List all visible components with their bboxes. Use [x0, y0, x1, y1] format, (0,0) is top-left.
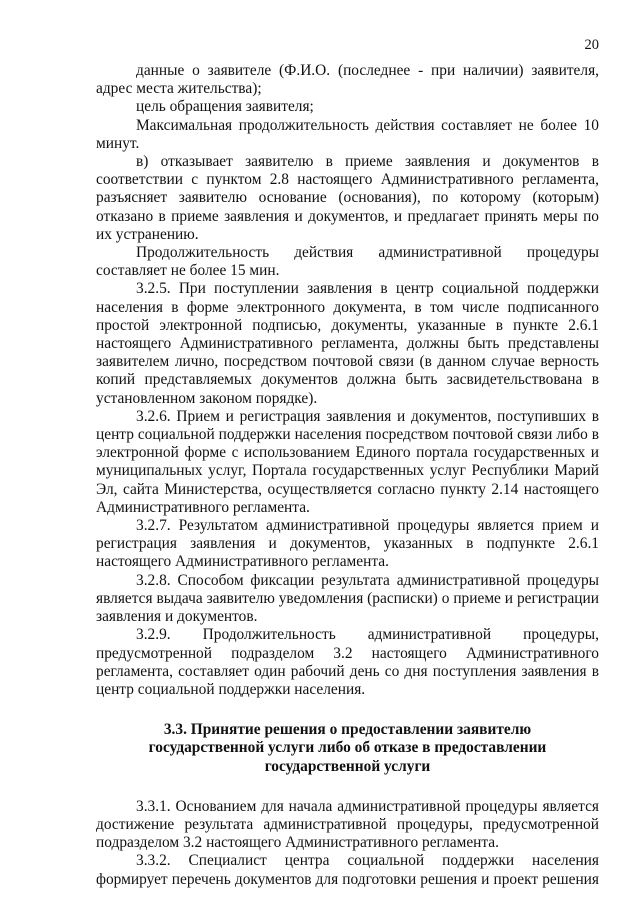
- heading-line: 3.3. Принятие решения о предоставлении заявителю: [163, 721, 532, 739]
- paragraph-purpose: цель обращения заявителя;: [136, 98, 314, 116]
- paragraph-3-2-6: 3.2.6. Прием и регистрация заявления и документов, поступивших в центр социальной поддержки населения посредством почтовой связи либо в электронной форме с использованием Единого портала государственных и муниципальных услуг, Портала государственных услуг Республики Марий Эл, сайта Министерства, осуществляется согласно пункту 2.14 настоящего Административного регламента.: [96, 407, 599, 516]
- paragraph-refusal: в) отказывает заявителю в приеме заявления и документов в соответствии с пунктом 2.8 настоящего Административного регламента, разъясняет заявителю основание (основания), по которому (которым) отказано в приеме заявления и документов, и предлагает принять меры по их устранению.: [96, 153, 599, 243]
- heading-line: государственной услуги: [264, 757, 431, 775]
- heading-line: государственной услуги либо об отказе в предоставлении: [148, 739, 547, 757]
- paragraph-duration-15: Продолжительность действия административной процедуры составляет не более 15 мин.: [96, 244, 599, 280]
- paragraph-applicant-data: данные о заявителе (Ф.И.О. (последнее - при наличии) заявителя, адрес места жительства);: [96, 62, 599, 98]
- page-number: 20: [584, 37, 599, 53]
- paragraph-3-2-7: 3.2.7. Результатом административной процедуры является прием и регистрация заявления и документов, указанных в подпункте 2.6.1 настоящего Административного регламента.: [96, 517, 599, 571]
- paragraph-3-2-9: 3.2.9. Продолжительность административной процедуры, предусмотренной подразделом 3.2 настоящего Административного регламента, составляет один рабочий день со дня поступления заявления в центр социальной поддержки населения.: [96, 626, 599, 698]
- paragraph-max-duration: Максимальная продолжительность действия составляет не более 10 минут.: [96, 116, 599, 152]
- paragraph-3-3-2: 3.3.2. Специалист центра социальной поддержки населения формирует перечень документов для подготовки решения и проект решения: [96, 852, 599, 888]
- section-heading-3-3: [96, 721, 599, 776]
- paragraph-3-3-1: 3.3.1. Основанием для начала административной процедуры является достижение результата административной процедуры, предусмотренной подразделом 3.2 настоящего Административного регламента.: [96, 797, 599, 852]
- paragraph-3-2-5: 3.2.5. При поступлении заявления в центр социальной поддержки населения в форме электронного документа, в том числе подписанного простой электронной подписью, документы, указанные в пункте 2.6.1 настоящего Административного регламента, должны быть представлены заявителем лично, посредством почтовой связи (в данном случае верность копий представляемых документов должна быть засвидетельствована в установленном законом порядке).: [96, 280, 599, 407]
- body-text: [96, 62, 599, 889]
- paragraph-3-2-8: 3.2.8. Способом фиксации результата административной процедуры является выдача заявителю уведомления (расписки) о приеме и регистрации заявления и документов.: [96, 571, 599, 626]
